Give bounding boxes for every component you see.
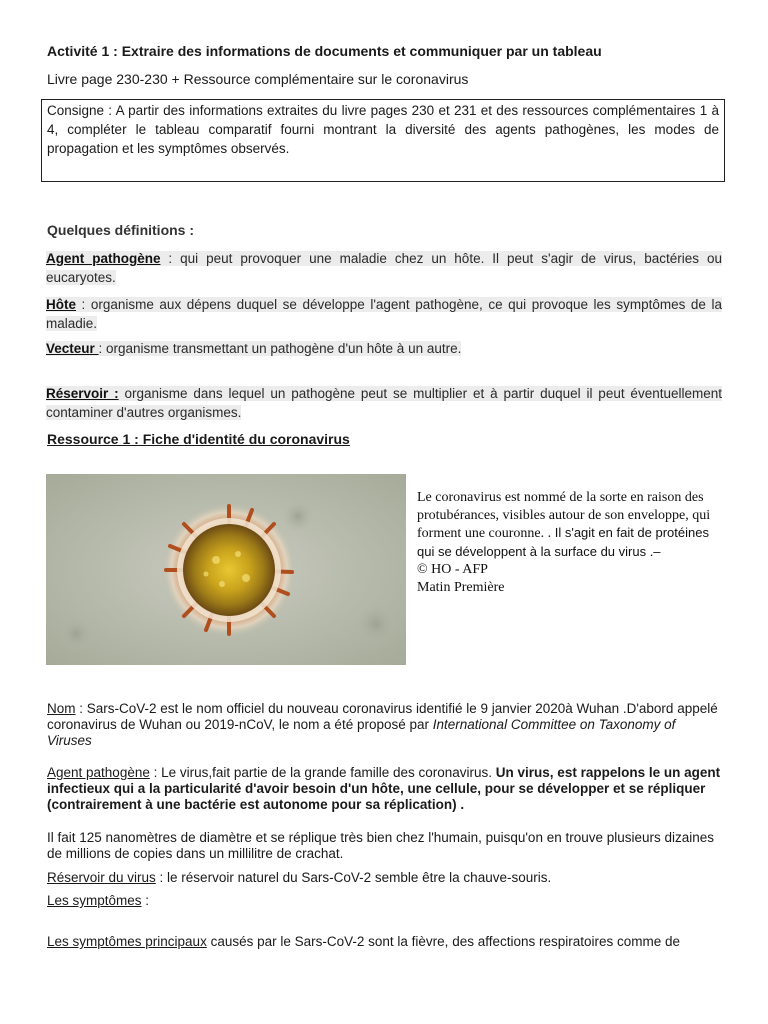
reservoir-virus-label: Réservoir du virus: [47, 870, 156, 885]
agent-text: : Le virus,fait partie de la grande famille des coronavirus.: [149, 765, 496, 780]
definition-text: : qui peut provoquer une maladie chez un hôte. Il peut s'agir de virus, bactéries ou eucaryotes.: [46, 251, 722, 285]
coronavirus-illustration: [46, 474, 406, 665]
nom-label: Nom: [47, 701, 76, 716]
symptomes-label: Les symptômes: [47, 893, 142, 908]
definition-term: Hôte: [46, 297, 76, 312]
definition-hote: [46, 295, 722, 333]
definition-text: : organisme aux dépens duquel se développe l'agent pathogène, ce qui provoque les symptômes de la maladie.: [46, 297, 722, 331]
coronavirus-micrograph: [46, 474, 406, 665]
nom-text: : Sars-CoV-2 est le nom officiel du nouveau coronavirus identifié le 9 janvier 2020à Wuhan .D'abord appelé coronavirus de Wuhan ou 2019-nCoV, le nom a été proposé par: [47, 701, 718, 732]
agent-bold-text: Un virus, est rappelons le un agent infectieux qui a la particularité d'avoir besoin d'un hôte, une cellule, pour se développer et se répliquer (contrairement à une bactérie est autonome pour sa réplication) .: [47, 765, 721, 812]
caption-text: Le coronavirus est nommé de la sorte en raison des protubérances, visibles autour de son enveloppe, qui forment une couronne. .: [417, 490, 711, 541]
caption-source: Matin Première: [417, 579, 505, 595]
definition-reservoir: [46, 384, 722, 422]
definition-term: Agent pathogène: [46, 251, 161, 266]
caption-credit: © HO - AFP: [417, 562, 488, 577]
reservoir-virus-text: : le réservoir naturel du Sars-CoV-2 semble être la chauve-souris.: [155, 870, 552, 885]
definition-agent-pathogene: [46, 249, 722, 287]
symptomes-paragraph: [47, 934, 723, 950]
consigne-box: [41, 99, 725, 182]
nom-paragraph: [47, 701, 723, 749]
agent-paragraph: [47, 765, 723, 813]
taille-paragraph: Il fait 125 nanomètres de diamètre et se réplique très bien chez l'humain, puisqu'on en trouve plusieurs dizaines de millions de copies dans un millilitre de crachat.: [47, 830, 715, 861]
symptomes-heading: [47, 893, 723, 909]
symptomes-suffix: :: [141, 893, 150, 908]
definition-text: organisme dans lequel un pathogène peut se multiplier et à partir duquel il peut éventuellement contaminer d'autres organismes.: [46, 386, 722, 420]
definition-vecteur: [46, 339, 722, 358]
definitions-heading: Quelques définitions :: [47, 222, 195, 238]
definition-text: : organisme transmettant un pathogène d'un hôte à un autre.: [98, 341, 462, 356]
ressource1-heading: Ressource 1 : Fiche d'identité du coronavirus: [47, 431, 350, 447]
image-caption: [417, 489, 727, 596]
reservoir-virus-paragraph: [47, 870, 723, 886]
nom-committee: International Committee on Taxonomy of Viruses: [47, 717, 676, 748]
symptomes-principaux-label: Les symptômes principaux: [47, 934, 207, 949]
caption-text-sans: Il s'agit en fait de protéines qui se développent à la surface du virus .–: [417, 525, 709, 559]
consigne-text: Consigne : A partir des informations extraites du livre pages 230 et 231 et des ressources complémentaires 1 à 4, compléter le tableau comparatif fourni montrant la diversité des agents pathogènes, les modes de propagation et les symptômes observés.: [47, 103, 719, 156]
definition-term: Vecteur: [46, 341, 99, 356]
agent-label: Agent pathogène: [47, 765, 150, 780]
symptomes-principaux-text: causés par le Sars-CoV-2 sont la fièvre, des affections respiratoires comme de: [206, 934, 681, 949]
definition-term: Réservoir :: [46, 386, 119, 401]
activity-title: Activité 1 : Extraire des informations de documents et communiquer par un tableau: [47, 43, 602, 59]
activity-subtitle: Livre page 230-230 + Ressource complémentaire sur le coronavirus: [47, 71, 469, 87]
